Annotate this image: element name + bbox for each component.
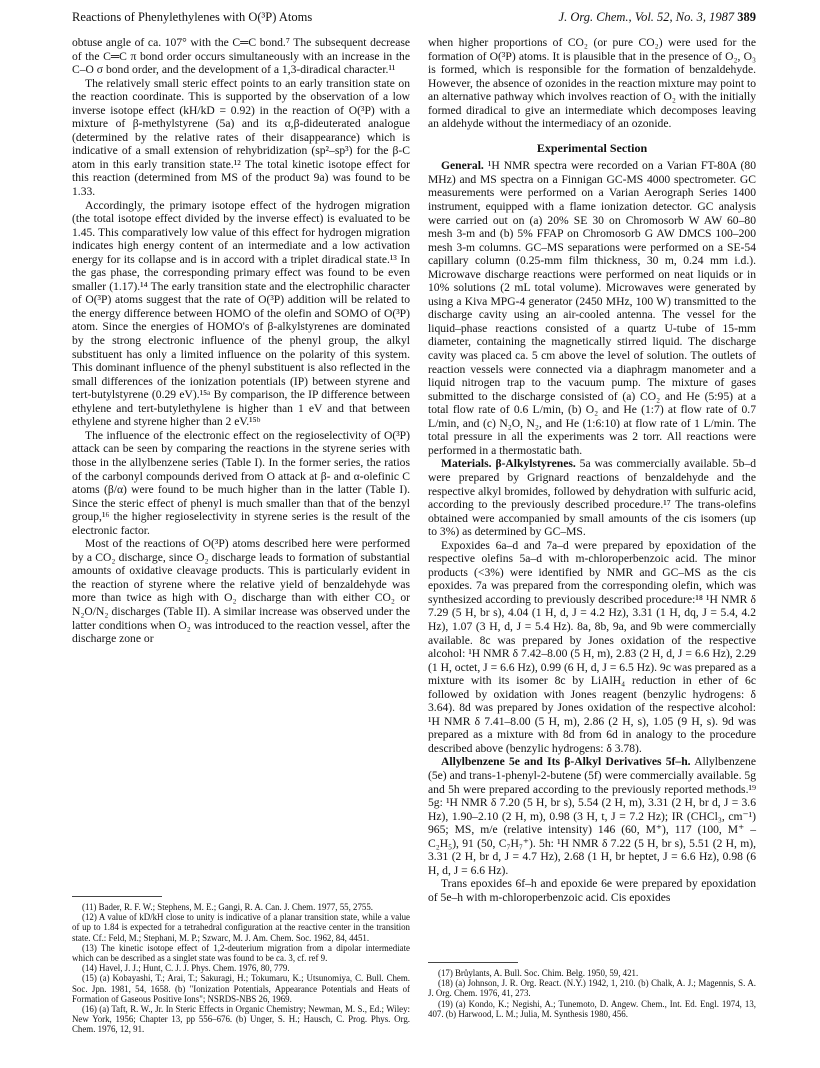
run-in-heading: Materials. β-Alkylstyrenes. xyxy=(441,457,576,471)
body-paragraph: Most of the reactions of O(³P) atoms described here were performed by a CO₂ discharge, since O₂ discharge leads to formation of substantial amounts of oxidative cleavage products. This is particularly evident in the reaction of styrene where the relative yield of benzaldehyde was more than twice as high with O₂ discharge than with either CO₂ or N₂O/N₂ discharges (Table II). A similar increase was observed under the latter conditions when O₂ was introduced to the reaction vessel, after the discharge zone or xyxy=(72,537,410,646)
section-heading: Experimental Section xyxy=(536,140,648,155)
footnote-rule xyxy=(428,962,518,963)
body-paragraph: obtuse angle of ca. 107° with the C═C bond.⁷ The subsequent decrease of the C═C π bond order occurs simultaneously with an increase in the C–O σ bond order, and the development of a 1,3-diradical character.¹¹ xyxy=(72,36,410,77)
footnote: (16) (a) Taft, R. W., Jr. In Steric Effects in Organic Chemistry; Newman, M. S., Ed.; Wiley: New York, 1956; Chapter 13, pp 556–676. (b) Unger, S. H.; Hausch, C. Prog. Phys. Org. Chem. 1976, 12, 91. xyxy=(72,1004,410,1035)
footnote: (11) Bader, R. F. W.; Stephens, M. E.; Gangi, R. A. Can. J. Chem. 1977, 55, 2755. xyxy=(82,902,373,912)
page-header xyxy=(72,10,756,28)
footnote: (18) (a) Johnson, J. R. Org. React. (N.Y.) 1942, 1, 210. (b) Chalk, A. J.; Magennis, S. A. J. Org. Chem. 1976, 41, 273. xyxy=(428,978,756,999)
footnote: (19) (a) Kondo, K.; Negishi, A.; Tunemoto, D. Angew. Chem., Int. Ed. Engl. 1974, 13, 407. (b) Harwood, L. M.; Julia, M. Synthesis 1980, 456. xyxy=(428,998,756,1019)
experimental-general xyxy=(428,159,756,457)
running-title: Reactions of Phenylethylenes with O(³P) Atoms xyxy=(72,10,313,24)
footnotes-right xyxy=(428,968,756,1019)
journal-citation xyxy=(559,10,756,25)
right-column xyxy=(428,36,756,904)
run-in-heading: General. xyxy=(441,159,484,173)
left-column xyxy=(72,36,410,646)
paragraph-text: Allylbenzene (5e) and trans-1-phenyl-2-butene (5f) were commercially available. 5g and 5h were prepared according to the previously reported methods.¹⁹ 5g: ¹H NMR δ 7.20 (5 H, br s), 5.54 (2 H, m), 3.31 (2 H, br d, J = 3.6 Hz), 1.90–2.10 (2 H, m), 0.98 (3 H, t, J = 7.2 Hz); IR (CHCl₃, cm⁻¹) 965; MS, m/e (relative intensity) 146 (60, M⁺), 117 (100, M⁺ – C₂H₅), 91 (50, C₇H₇⁺). 5h: ¹H NMR δ 7.22 (5 H, br s), 5.51 (2 H, m), 3.31 (2 H, br d, J = 4.7 Hz), 2.68 (1 H, br heptet, J = 6.6 Hz), 0.98 (6 H, d, J = 6.6 Hz). xyxy=(428,755,756,877)
journal-name: J. Org. Chem., xyxy=(558,10,632,24)
footnote: (17) Brůylants, A. Bull. Soc. Chim. Belg. 1950, 59, 421. xyxy=(438,968,639,978)
experimental-materials xyxy=(428,457,756,538)
volume-info: Vol. 52, No. 3, 1987 xyxy=(634,10,735,24)
experimental-epoxides: Expoxides 6a–d and 7a–d were prepared by epoxidation of the respective olefins 5a–d with m-chloroperbenzoic acid. The minor products (<3%) were identified by NMR and GC–MS as the cis epoxides. 7a was prepared from the corresponding olefin, which was synthesized according to previously described procedure:¹⁸ ¹H NMR δ 7.29 (5 H, br s), 4.04 (1 H, d, J = 4.2 Hz), 3.31 (1 H, dq, J = 5.4, 4.2 Hz), 1.07 (3 H, d, J = 5.4 Hz). 8a, 8b, 9a, and 9b were commercially available. 8c was prepared by Jones oxidation of the respective alcohol: ¹H NMR δ 7.42–8.00 (5 H, m), 2.83 (2 H, d, J = 6.6 Hz), 2.29 (1 H, octet, J = 6.6 Hz), 0.99 (6 H, d, J = 6.5 Hz). 9c was prepared as a mixture with its isomer 8c by LiAlH₄ reduction in ether of 6c followed by oxidation with Jones reagent (benzylic hydrogens: δ 3.64). 8d was prepared by Jones oxidation of the respective alcohol: ¹H NMR δ 7.41–8.00 (5 H, m), 2.86 (2 H, s), 1.05 (9 H, s). 9d was prepared as a mixture with 8d from 6d in analogy to the procedure described above (benzylic hydrogens: δ 3.78). xyxy=(428,538,756,755)
body-paragraph: Accordingly, the primary isotope effect of the hydrogen migration (the total isotope effect divided by the inverse effect) is evaluated to be 1.45. This comparatively low value of this effect for hydrogen migration indicates high energy content of an intermediate and a low activation energy for its collapse and is in accord with a triplet diradical state.¹³ In the gas phase, the corresponding primary effect was found to be even smaller (1.17).¹⁴ The early transition state and the electrophilic character of O(³P) atoms suggest that the rate of O(³P) addition will be related to the energy difference between HOMO of the olefin and SOMO of O(³P) atom. Since the energies of HOMO's of β-alkylstyrenes are dominated by the strong electronic influence of the phenyl group, the alkyl substituent has only a limited influence on the polarity of this system. This dominant influence of the phenyl substituent is also reflected in the small differences of the ionization potentials (IP) between styrene and tert-butylstyrene (0.29 eV).¹⁵ᵃ By comparison, the IP difference between ethylene and tert-butylethylene is higher than 1 eV and that between ethylene and styrene higher than 2 eV.¹⁵ᵇ xyxy=(72,198,410,429)
run-in-heading: Allylbenzene 5e and Its β-Alkyl Derivatives 5f–h. xyxy=(441,755,691,769)
footnote: (14) Havel, J. J.; Hunt, C. J. J. Phys. Chem. 1976, 80, 779. xyxy=(82,963,290,974)
paragraph-text: ¹H NMR spectra were recorded on a Varian FT-80A (80 MHz) and MS spectra on a Finnigan GC-MS 4000 spectrometer. GC measurements were performed on a Varian Aerograph Series 1400 instrument, equipped with a flame ionization detector. GC analysis were carried out on (a) 20% SE 30 on Chromosorb W AW 60–80 mesh 3-m and (b) 5% FFAP on Chromosorb G AW DMCS 100–200 mesh 3-m columns. GC–MS separations were performed on a SE-54 capillary column (0.25-mm film thickness, 30 m, 0.24 mm i.d.). Microwave discharge reactions were performed on neat liquids or in 10% solutions (2 mL total volume). Microwaves were generated by using a Kiva MPG-4 generator (2450 MHz, 100 W) transmitted to the discharge cavity using an air-cooled antenna. The vessel for the liquid–phase reactions consisted of a quartz U-tube of 15-mm diameter, containing the magnetically stirred liquid. The discharge cavity was placed ca. 5 cm above the level of solution. The outlets of reaction vessels were connected via a diaphragm manometer and a liquid nitrogen trap to the vacuum pump. The mixture of gases submitted to the discharge consisted of (a) CO₂ and He (5:95) at a total flow rate of 0.6 L/min, (b) O₂ and He (1:7) at flow rate of 0.7 L/min, and (c) N₂O, N₂, and He (1:6:10) at flow rate of 1 L/min. The total pressure in all the experiments was 2 torr. All reactions were performed in a thermostatic bath. xyxy=(428,159,756,457)
footnote-rule xyxy=(72,896,162,897)
footnote: (15) (a) Kobayashi, T.; Arai, T.; Sakuragi, H.; Tokumaru, K.; Utsunomiya, C. Bull. Chem. Soc. Jpn. 1981, 54, 1658. (b) "Ionization Potentials, Appearance Potentials and Heats of Formation of Gaseous Positive Ions"; NSRDS-NBS 26, 1969. xyxy=(72,973,410,1004)
footnotes-left xyxy=(72,902,410,1035)
body-paragraph: The influence of the electronic effect on the regioselectivity of O(³P) attack can be seen by comparing the reactions in the styrene series with those in the allylbenzene series (Table I). In the former series, the ratios of the carbonyl compounds derived from O attack at β- and α-olefinic C atoms (β/α) were found to be much higher than in the latter (Table I). Since the steric effect of phenyl is much smaller than that of the benzyl group,¹⁶ the higher regioselectivity in styrene series is the result of the electronic factor. xyxy=(72,428,410,537)
footnote: (12) A value of kD/kH close to unity is indicative of a planar transition state, while a value of up to 1.84 is expected for a tetrahedral configuration at the reactive center in the transition state. Cf.: Feld, M.; Stephani, M. P.; Szwarc, M. J. Am. Chem. Soc. 1962, 84, 4451. xyxy=(72,912,410,943)
body-paragraph: The relatively small steric effect points to an early transition state on the reaction coordinate. This is supported by the observation of a low inverse isotope effect (kH/kD = 0.92) in the reaction of O(³P) with a mixture of β-methylstyrene (5a) and its α,β-dideuterated analogue (determined by the relative rates of their disappearance) which is indicative of a small extension of rehybridization (sp²–sp³) for the β-C atom in this early transition state.¹² The total kinetic isotope effect for this reaction (determined from MS of the product 9a) was found to be 1.33. xyxy=(72,76,410,199)
page-number: 389 xyxy=(737,10,756,24)
footnote: (13) The kinetic isotope effect of 1,2-deuterium migration from a dipolar intermediate which can be described as a singlet state was found to be ca. 3, cf. ref 9. xyxy=(72,942,410,964)
body-paragraph: when higher proportions of CO₂ (or pure CO₂) were used for the formation of O(³P) atoms. It is plausible that in the presence of O₂, O₃ is formed, which is responsible for the formation of benzaldehyde. However, the absence of ozonides in the reaction mixture may point to an alternative pathway which involves reaction of O₂ with the initially formed diradical to give an intermediate which decomposes leaving an aldehyde without the intermediacy of an ozonide. xyxy=(428,36,756,131)
paragraph-text: 5a was commercially available. 5b–d were prepared by Grignard reactions of benzaldehyde and the respective alkyl bromides, followed by dehydration with sulfuric acid, according to the previously described procedure.¹⁷ The trans-olefins obtained were accompanied by small amounts of the cis isomers (up to 3%) as determined by GC–MS. xyxy=(428,457,756,539)
experimental-allyl xyxy=(428,755,756,877)
experimental-trans: Trans epoxides 6f–h and epoxide 6e were prepared by epoxidation of 5e–h with m-chloroperbenzoic acid. Cis epoxides xyxy=(428,877,756,904)
